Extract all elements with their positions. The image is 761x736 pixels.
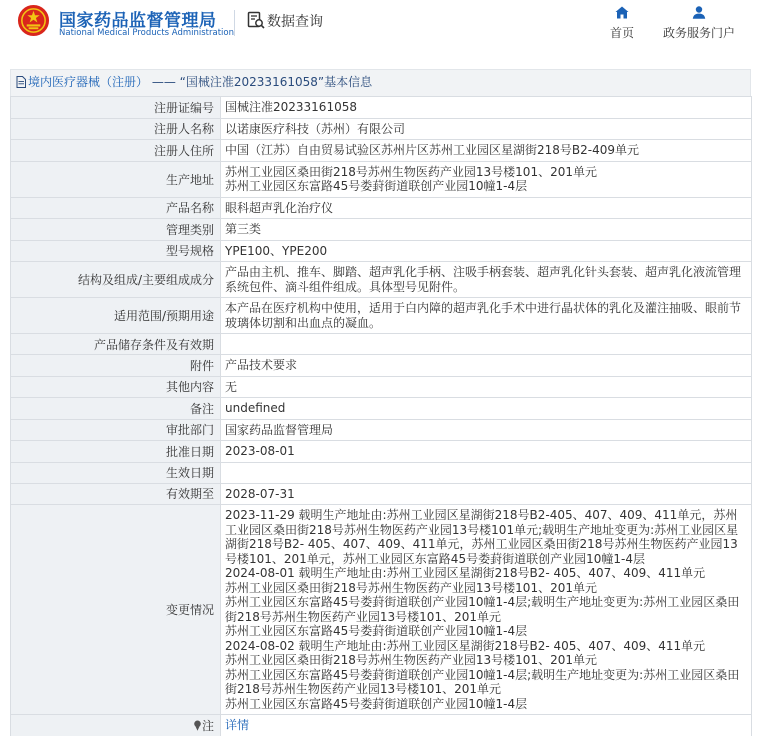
row-label: 生效日期 (11, 462, 221, 483)
row-value: 眼科超声乳化治疗仪 (221, 197, 752, 219)
row-label: 批准日期 (11, 441, 221, 463)
table-row (11, 219, 752, 241)
row-value: 2023-08-01 (221, 441, 752, 463)
change-line: 苏州工业园区桑田街218号苏州生物医药产业园13号楼101、201单元 (225, 580, 597, 595)
change-line: 苏州工业园区桑田街218号苏州生物医药产业园13号楼101、201单元 (225, 653, 597, 667)
row-value: 国械注准20233161058 (221, 97, 752, 119)
table-row (11, 334, 752, 355)
breadcrumb (10, 69, 751, 96)
row-value: YPE100、YPE200 (221, 240, 752, 262)
row-label: 备注 (11, 398, 221, 420)
table-row (11, 298, 752, 334)
row-value: 国家药品监督管理局 (221, 419, 752, 441)
change-history-value (221, 505, 752, 715)
row-value (221, 334, 752, 355)
row-value: 2028-07-31 (221, 483, 752, 505)
brand-subtitle[interactable]: National Medical Products Administration (59, 28, 234, 38)
row-label: 注册人名称 (11, 118, 221, 140)
row-label: 变更情况 (11, 505, 221, 715)
user-icon (692, 6, 706, 19)
detail-table (10, 96, 752, 736)
change-line: 苏州工业园区东富路45号娄葑街道联创产业园10幢1-4层 (225, 624, 528, 638)
row-label: 审批部门 (11, 419, 221, 441)
change-line: 2024-08-02 载明生产地址由:苏州工业园区星湖街218号B2- 405、407、409、411单元 (225, 638, 706, 653)
breadcrumb-current: “国械注准20233161058”基本信息 (179, 75, 373, 89)
table-row (11, 161, 752, 197)
data-query-label[interactable]: 数据查询 (267, 14, 323, 30)
row-label: 产品储存条件及有效期 (11, 334, 221, 355)
site-header (0, 0, 761, 46)
details-link[interactable]: 详情 (225, 718, 250, 733)
note-label-cell (11, 715, 221, 736)
search-document-icon (247, 11, 265, 29)
table-row (11, 118, 752, 140)
table-row (11, 140, 752, 162)
nav-gov-label: 政务服务门户 (662, 26, 735, 40)
note-value (221, 715, 752, 736)
table-row (11, 355, 752, 377)
row-value: 中国（江苏）自由贸易试验区苏州片区苏州工业园区星湖街218号B2-409单元 (221, 140, 752, 162)
row-label: 注册证编号 (11, 97, 221, 119)
row-value: 本产品在医疗机构中使用，适用于白内障的超声乳化手术中进行晶状体的乳化及灌注抽吸、眼前节玻璃体切割和出血点的凝血。 (221, 298, 752, 334)
home-icon (615, 6, 629, 19)
row-value: 以诺康医疗科技（苏州）有限公司 (221, 118, 752, 140)
nav-gov-services[interactable] (658, 6, 740, 41)
table-row-note (11, 715, 752, 736)
row-label: 产品名称 (11, 197, 221, 219)
row-label: 注册人住所 (11, 140, 221, 162)
row-label: 适用范围/预期用途 (11, 298, 221, 334)
table-row (11, 505, 752, 715)
row-label: 管理类别 (11, 219, 221, 241)
row-label: 型号规格 (11, 240, 221, 262)
value-line: 苏州工业园区东富路45号娄葑街道联创产业园10幢1-4层 (225, 179, 528, 193)
note-label: 注 (201, 719, 214, 733)
breadcrumb-separator: —— (151, 75, 176, 89)
change-line: 苏州工业园区东富路45号娄葑街道联创产业园10幢1-4层;载明生产地址变更为:苏州工业园区桑田街218号苏州生物医药产业园13号楼101、201单元 (225, 667, 740, 696)
row-value (221, 161, 752, 197)
pin-icon (193, 720, 202, 731)
row-value: 无 (221, 376, 752, 398)
table-row (11, 262, 752, 298)
table-row (11, 419, 752, 441)
table-row (11, 483, 752, 505)
row-label: 附件 (11, 355, 221, 377)
header-divider (234, 10, 235, 36)
row-value: 产品由主机、推车、脚踏、超声乳化手柄、注吸手柄套装、超声乳化针头套装、超声乳化液流管理系统包件、滴斗组件组成。具体型号见附件。 (221, 262, 752, 298)
change-line: 苏州工业园区东富路45号娄葑街道联创产业园10幢1-4层;载明生产地址变更为:苏州工业园区桑田街218号苏州生物医药产业园13号楼101、201单元 (225, 595, 740, 624)
row-label: 结构及组成/主要组成成分 (11, 262, 221, 298)
brand-title[interactable]: 国家药品监督管理局 (59, 11, 217, 31)
row-label: 其他内容 (11, 376, 221, 398)
table-row (11, 240, 752, 262)
row-value (221, 462, 752, 483)
national-emblem-icon[interactable] (17, 4, 50, 37)
table-row (11, 97, 752, 119)
row-label: 有效期至 (11, 483, 221, 505)
row-label: 生产地址 (11, 161, 221, 197)
row-value: 产品技术要求 (221, 355, 752, 377)
nav-home-label: 首页 (609, 26, 634, 40)
value-line: 苏州工业园区桑田街218号苏州生物医药产业园13号楼101、201单元 (225, 164, 597, 179)
table-row (11, 441, 752, 463)
change-line: 苏州工业园区东富路45号娄葑街道联创产业园10幢1-4层 (225, 696, 528, 711)
nav-home[interactable] (605, 6, 639, 41)
document-icon (16, 76, 26, 88)
change-line: 2024-08-01 载明生产地址由:苏州工业园区星湖街218号B2- 405、407、409、411单元 (225, 566, 706, 580)
table-row (11, 462, 752, 483)
row-value: undefined (221, 398, 752, 420)
breadcrumb-category-link[interactable]: 境内医疗器械（注册） (28, 75, 149, 89)
row-value: 第三类 (221, 219, 752, 241)
table-row (11, 376, 752, 398)
change-line: 2023-11-29 载明生产地址由:苏州工业园区星湖街218号B2-405、407、409、411单元，苏州工业园区桑田街218号苏州生物医药产业园13号楼101单元;载明生产地址变更为:苏州工业园区星湖街218号B2- 405、407、409、411单元，苏州工业园区桑田街218号苏州生物医药产业园13号楼101、201单元，苏州工业园区东富路45号娄葑街道联创产业园10幢1-4层 (225, 508, 739, 566)
table-row (11, 398, 752, 420)
table-row (11, 197, 752, 219)
